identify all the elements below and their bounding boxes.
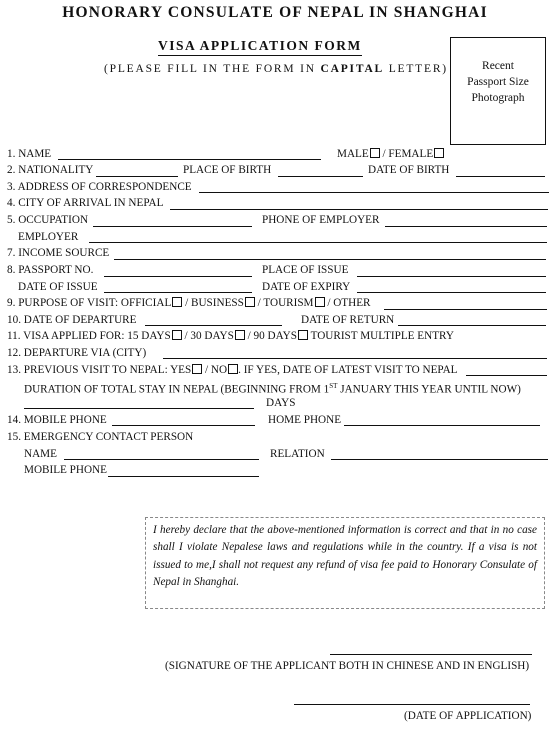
phone-employer-field[interactable] bbox=[385, 226, 547, 227]
business-checkbox[interactable] bbox=[245, 297, 255, 307]
latest-visit-field[interactable] bbox=[466, 375, 547, 376]
previous-visit-options: 13. PREVIOUS VISIT TO NEPAL: YES / NO . IF YES, DATE OF LATEST VISIT TO NEPAL bbox=[7, 364, 458, 376]
place-of-issue-field[interactable] bbox=[357, 276, 546, 277]
address-field[interactable] bbox=[199, 192, 549, 193]
income-field[interactable] bbox=[114, 259, 546, 260]
gender-options: MALE / FEMALE bbox=[337, 148, 444, 161]
days-label: DAYS bbox=[266, 397, 296, 409]
signature-field[interactable] bbox=[330, 654, 532, 655]
emergency-label: 15. EMERGENCY CONTACT PERSON bbox=[7, 431, 194, 443]
home-phone-label: HOME PHONE bbox=[268, 414, 342, 426]
mobile-label: 14. MOBILE PHONE bbox=[7, 414, 107, 426]
date-of-issue-label: DATE OF ISSUE bbox=[18, 281, 98, 293]
visa-30-days-checkbox[interactable] bbox=[235, 330, 245, 340]
return-date-field[interactable] bbox=[398, 325, 546, 326]
form-title: VISA APPLICATION FORM bbox=[158, 38, 362, 56]
city-arrival-field[interactable] bbox=[170, 209, 548, 210]
date-of-issue-field[interactable] bbox=[104, 292, 252, 293]
other-purpose-field[interactable] bbox=[384, 309, 547, 310]
place-of-issue-label: PLACE OF ISSUE bbox=[262, 264, 349, 276]
name-label: 1. NAME bbox=[7, 148, 52, 160]
occupation-field[interactable] bbox=[93, 226, 252, 227]
ec-name-field[interactable] bbox=[64, 459, 259, 460]
form-instruction: (PLEASE FILL IN THE FORM IN CAPITAL LETTER) bbox=[104, 63, 448, 75]
departure-date-field[interactable] bbox=[145, 325, 282, 326]
tourism-checkbox[interactable] bbox=[315, 297, 325, 307]
female-checkbox[interactable] bbox=[434, 148, 444, 158]
relation-field[interactable] bbox=[331, 459, 548, 460]
home-phone-field[interactable] bbox=[344, 425, 540, 426]
employer-label: EMPLOYER bbox=[18, 231, 79, 243]
city-arrival-label: 4. CITY OF ARRIVAL IN NEPAL bbox=[7, 197, 164, 209]
date-of-expiry-field[interactable] bbox=[357, 292, 546, 293]
passport-no-label: 8. PASSPORT NO. bbox=[7, 264, 94, 276]
mobile-field[interactable] bbox=[112, 425, 255, 426]
place-of-birth-label: PLACE OF BIRTH bbox=[183, 164, 272, 176]
name-field[interactable] bbox=[58, 159, 321, 160]
departure-date-label: 10. DATE OF DEPARTURE bbox=[7, 314, 137, 326]
return-date-label: DATE OF RETURN bbox=[301, 314, 395, 326]
income-label: 7. INCOME SOURCE bbox=[7, 247, 110, 259]
phone-employer-label: PHONE OF EMPLOYER bbox=[262, 214, 380, 226]
previous-visit-yes-checkbox[interactable] bbox=[192, 364, 202, 374]
ec-name-label: NAME bbox=[24, 448, 57, 460]
relation-label: RELATION bbox=[270, 448, 325, 460]
occupation-label: 5. OCCUPATION bbox=[7, 214, 89, 226]
consulate-title: HONORARY CONSULATE OF NEPAL IN SHANGHAI bbox=[62, 4, 488, 21]
nationality-label: 2. NATIONALITY bbox=[7, 164, 94, 176]
male-checkbox[interactable] bbox=[370, 148, 380, 158]
photo-label-1: Recent bbox=[482, 60, 514, 72]
departure-via-field[interactable] bbox=[163, 358, 547, 359]
date-of-birth-label: DATE OF BIRTH bbox=[368, 164, 450, 176]
departure-via-label: 12. DEPARTURE VIA (CITY) bbox=[7, 347, 147, 359]
place-of-birth-field[interactable] bbox=[278, 176, 363, 177]
application-date-label: (DATE OF APPLICATION) bbox=[404, 710, 532, 722]
declaration-box: I hereby declare that the above-mentioned information is correct and that in no case shall I violate Nepalese laws and regulations while in the country. If a visa is not issued to me,I shall not request any refund of visa fee paid to Honorary Consulate of Nepal in Shanghai. bbox=[145, 517, 545, 609]
employer-field[interactable] bbox=[89, 242, 547, 243]
nationality-field[interactable] bbox=[96, 176, 178, 177]
ec-mobile-label: MOBILE PHONE bbox=[24, 464, 107, 476]
passport-no-field[interactable] bbox=[104, 276, 252, 277]
photo-label-3: Photograph bbox=[471, 92, 525, 104]
previous-visit-no-checkbox[interactable] bbox=[228, 364, 238, 374]
ec-mobile-field[interactable] bbox=[108, 476, 259, 477]
photo-label-2: Passport Size bbox=[467, 76, 529, 88]
address-label: 3. ADDRESS OF CORRESPONDENCE bbox=[7, 181, 192, 193]
visa-90-days-checkbox[interactable] bbox=[298, 330, 308, 340]
signature-label: (SIGNATURE OF THE APPLICANT BOTH IN CHINESE AND IN ENGLISH) bbox=[165, 660, 530, 672]
application-date-field[interactable] bbox=[294, 704, 530, 705]
duration-field[interactable] bbox=[24, 408, 254, 409]
date-of-expiry-label: DATE OF EXPIRY bbox=[262, 281, 351, 293]
visa-duration-options: 11. VISA APPLIED FOR: 15 DAYS / 30 DAYS / 90 DAYS TOURIST MULTIPLE ENTRY bbox=[7, 330, 454, 342]
official-checkbox[interactable] bbox=[172, 297, 182, 307]
visa-15-days-checkbox[interactable] bbox=[172, 330, 182, 340]
photo-box[interactable] bbox=[450, 37, 546, 145]
date-of-birth-field[interactable] bbox=[456, 176, 545, 177]
purpose-options: 9. PURPOSE OF VISIT: OFFICIAL / BUSINESS / TOURISM / OTHER bbox=[7, 297, 371, 309]
duration-label: DURATION OF TOTAL STAY IN NEPAL (BEGINNING FROM 1ST JANUARY THIS YEAR UNTIL NOW) bbox=[24, 382, 521, 396]
